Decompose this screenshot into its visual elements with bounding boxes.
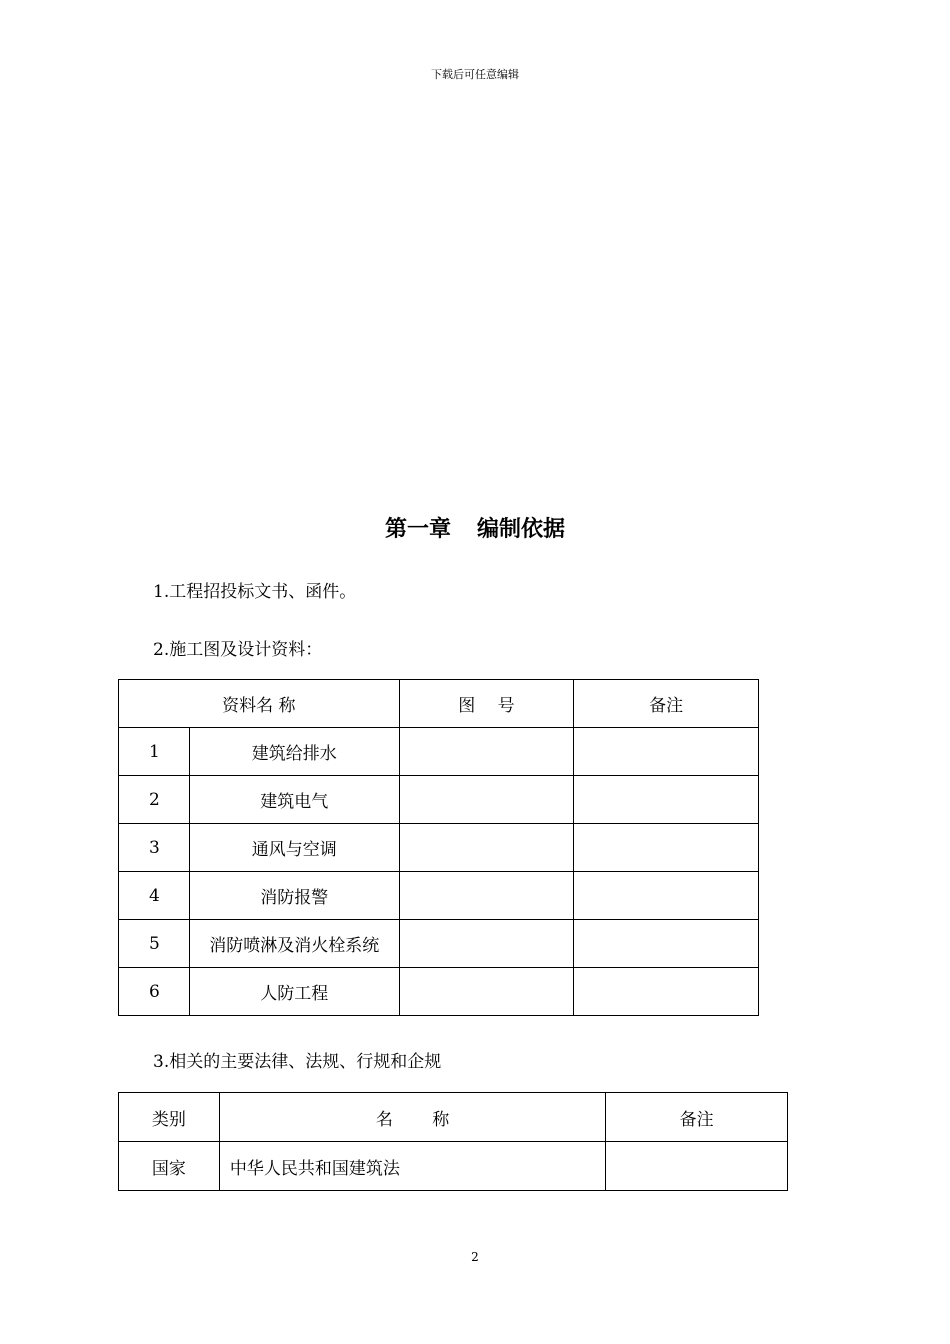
header-remark: 备注 [606, 1093, 788, 1142]
row-drawing-no [399, 872, 574, 920]
row-name: 通风与空调 [189, 824, 399, 872]
page-number: 2 [471, 1250, 479, 1264]
header-remark: 备注 [574, 680, 759, 728]
row-name: 消防喷淋及消火栓系统 [189, 920, 399, 968]
laws-table [118, 1092, 788, 1191]
row-remark [574, 968, 759, 1016]
header-note: 下载后可任意编辑 [431, 68, 519, 81]
drawings-table [118, 679, 759, 1016]
table-header-row [119, 1093, 788, 1142]
table-row [119, 920, 759, 968]
header-drawing-no: 图 号 [399, 680, 574, 728]
row-remark [574, 920, 759, 968]
row-drawing-no [399, 968, 574, 1016]
header-category: 类别 [119, 1093, 220, 1142]
chapter-number: 第一章 [384, 517, 451, 542]
row-no: 4 [119, 872, 190, 920]
row-remark [574, 776, 759, 824]
table-header-row [119, 680, 759, 728]
table-row [119, 968, 759, 1016]
row-remark [606, 1142, 788, 1191]
chapter-name: 编制依据 [477, 517, 566, 542]
row-drawing-no [399, 824, 574, 872]
row-category: 国家 [119, 1142, 220, 1191]
table-row [119, 872, 759, 920]
table-row [119, 776, 759, 824]
row-no: 6 [119, 968, 190, 1016]
header-name: 名 称 [219, 1093, 605, 1142]
row-name: 中华人民共和国建筑法 [219, 1142, 605, 1191]
row-name: 消防报警 [189, 872, 399, 920]
item-3: 3.相关的主要法律、法规、行规和企规 [153, 1052, 442, 1072]
row-name: 建筑给排水 [189, 728, 399, 776]
row-name: 建筑电气 [189, 776, 399, 824]
row-drawing-no [399, 728, 574, 776]
chapter-title [0, 512, 950, 543]
row-remark [574, 872, 759, 920]
header-name: 资料名 称 [119, 680, 400, 728]
row-remark [574, 728, 759, 776]
row-no: 1 [119, 728, 190, 776]
row-drawing-no [399, 920, 574, 968]
row-remark [574, 824, 759, 872]
row-drawing-no [399, 776, 574, 824]
row-no: 5 [119, 920, 190, 968]
table-row [119, 1142, 788, 1191]
item-2: 2.施工图及设计资料： [153, 640, 323, 660]
row-name: 人防工程 [189, 968, 399, 1016]
row-no: 2 [119, 776, 190, 824]
item-1: 1.工程招投标文书、函件。 [153, 582, 357, 602]
table-row [119, 824, 759, 872]
row-no: 3 [119, 824, 190, 872]
table-row [119, 728, 759, 776]
